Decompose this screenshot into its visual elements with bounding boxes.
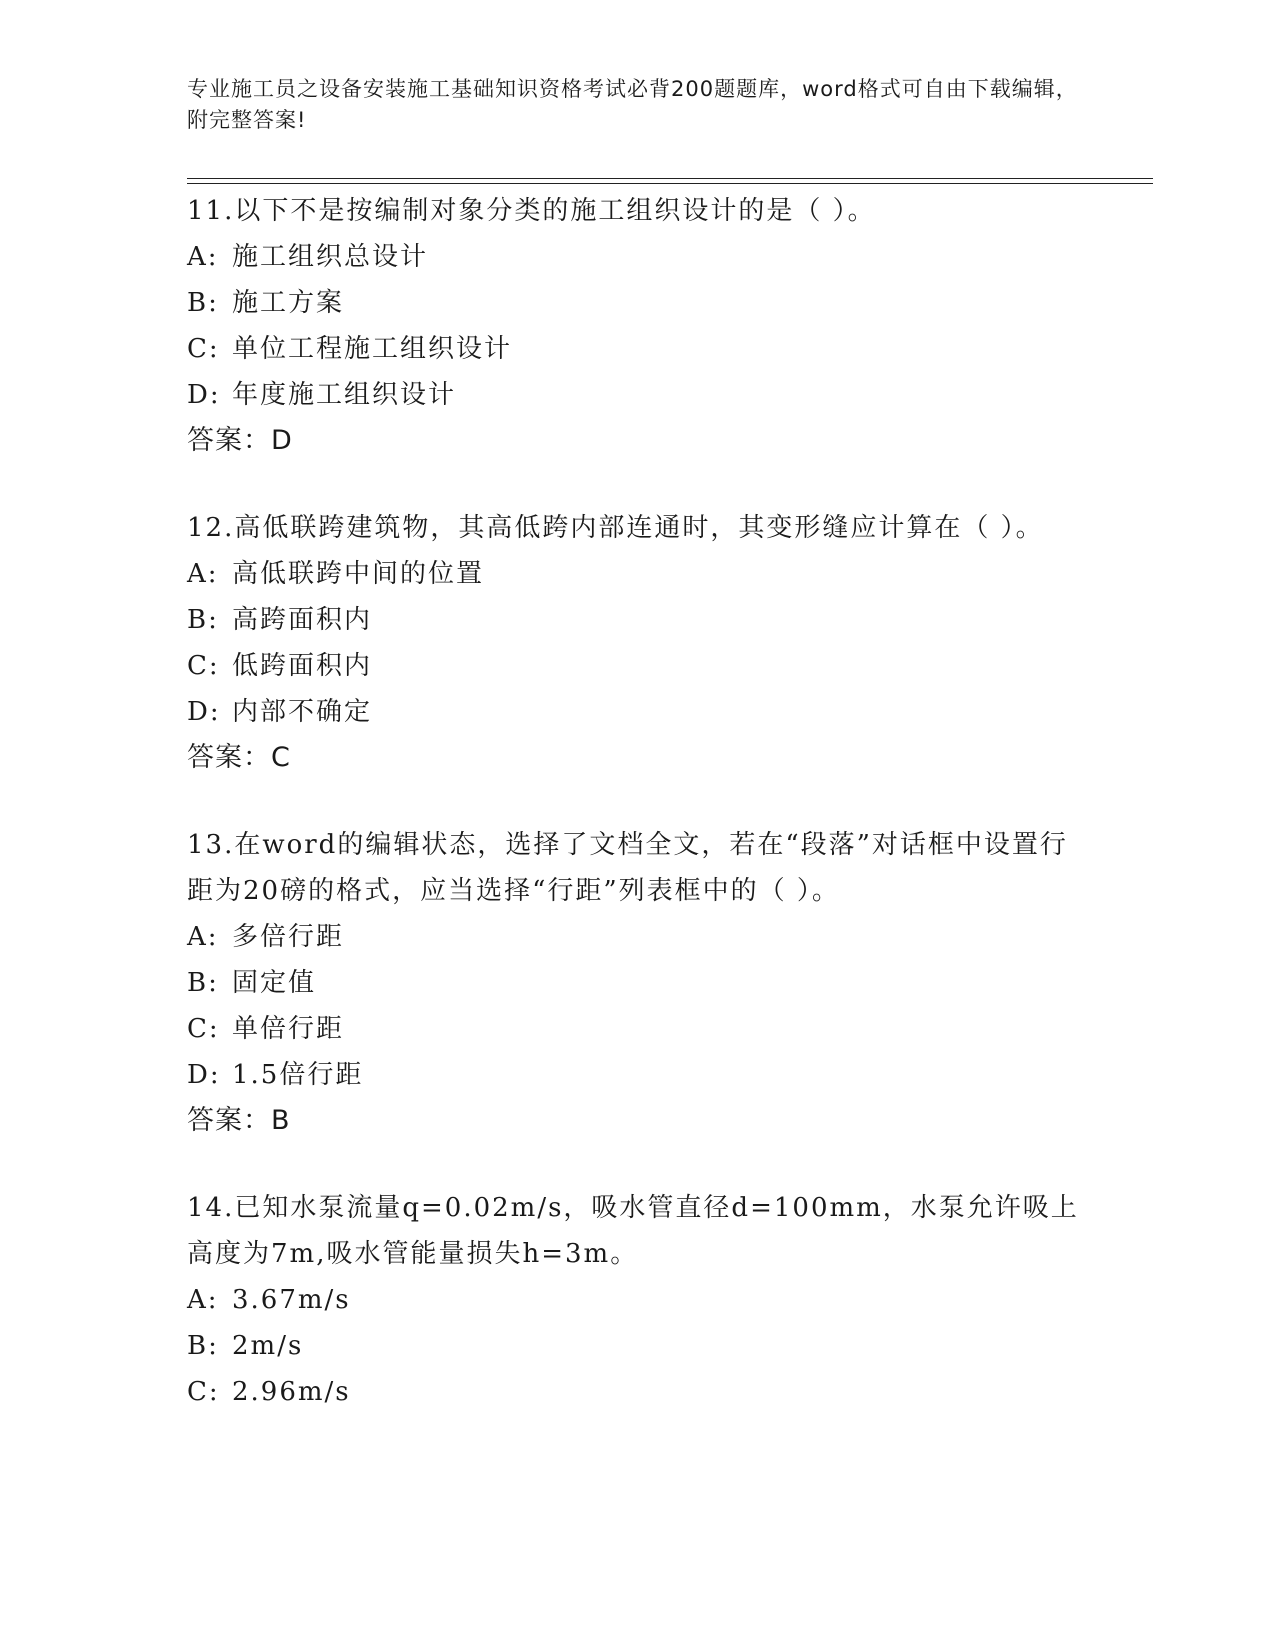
option-text: 低跨面积内 (232, 651, 373, 681)
option-letter: C: (187, 1014, 220, 1044)
option-b (187, 960, 1087, 1006)
option-d (187, 372, 1087, 418)
option-letter: B: (187, 288, 219, 318)
option-b (187, 280, 1087, 326)
option-text: 年度施工组织设计 (232, 380, 457, 410)
document-header: 专业施工员之设备安装施工基础知识资格考试必背200题题库，word格式可自由下载编辑，附完整答案! (187, 77, 1078, 132)
question-11 (187, 188, 1087, 464)
option-letter: A: (187, 1285, 219, 1315)
option-text: 多倍行距 (232, 922, 345, 952)
option-text: 施工方案 (232, 288, 345, 318)
question-12 (187, 505, 1087, 781)
question-13 (187, 822, 1087, 1144)
option-letter: C: (187, 651, 220, 681)
answer-line: 答案：B (187, 1105, 291, 1136)
option-a (187, 1277, 1087, 1323)
header-divider-top (187, 178, 1153, 179)
question-list (187, 188, 1087, 1456)
question-text: 14.已知水泵流量q=0.02m/s，吸水管直径d=100mm，水泵允许吸上高度为7m,吸水管能量损失h=3m。 (187, 1193, 1079, 1269)
option-a (187, 914, 1087, 960)
option-letter: C: (187, 1377, 220, 1407)
option-text: 内部不确定 (232, 697, 373, 727)
option-d (187, 689, 1087, 735)
answer-line: 答案：D (187, 425, 293, 456)
option-letter: C: (187, 334, 220, 364)
option-text: 施工组织总设计 (232, 242, 429, 272)
answer-line: 答案：C (187, 742, 291, 773)
option-letter: D: (187, 380, 221, 410)
option-text: 固定值 (232, 968, 317, 998)
question-text: 13.在word的编辑状态，选择了文档全文，若在“段落”对话框中设置行距为20磅的格式，应当选择“行距”列表框中的（ ）。 (187, 830, 1068, 906)
option-c (187, 1006, 1087, 1052)
option-c (187, 643, 1087, 689)
option-a (187, 551, 1087, 597)
header-divider-bottom (187, 183, 1153, 184)
option-c (187, 1369, 1087, 1415)
option-text: 高低联跨中间的位置 (232, 559, 485, 589)
option-d (187, 1052, 1087, 1098)
option-text: 1.5倍行距 (232, 1060, 364, 1090)
option-letter: A: (187, 559, 219, 589)
question-14 (187, 1185, 1087, 1415)
option-a (187, 234, 1087, 280)
option-b (187, 597, 1087, 643)
option-text: 2.96m/s (232, 1377, 351, 1407)
question-text: 12.高低联跨建筑物，其高低跨内部连通时，其变形缝应计算在（ ）。 (187, 513, 1044, 543)
option-text: 3.67m/s (232, 1285, 351, 1315)
option-letter: B: (187, 1331, 219, 1361)
option-text: 高跨面积内 (232, 605, 373, 635)
option-letter: D: (187, 1060, 221, 1090)
option-c (187, 326, 1087, 372)
option-letter: B: (187, 605, 219, 635)
option-b (187, 1323, 1087, 1369)
option-letter: A: (187, 922, 219, 952)
question-text: 11.以下不是按编制对象分类的施工组织设计的是（ ）。 (187, 196, 876, 226)
option-text: 单位工程施工组织设计 (232, 334, 513, 364)
option-letter: A: (187, 242, 219, 272)
option-letter: B: (187, 968, 219, 998)
option-letter: D: (187, 697, 221, 727)
option-text: 2m/s (232, 1331, 304, 1361)
option-text: 单倍行距 (232, 1014, 345, 1044)
